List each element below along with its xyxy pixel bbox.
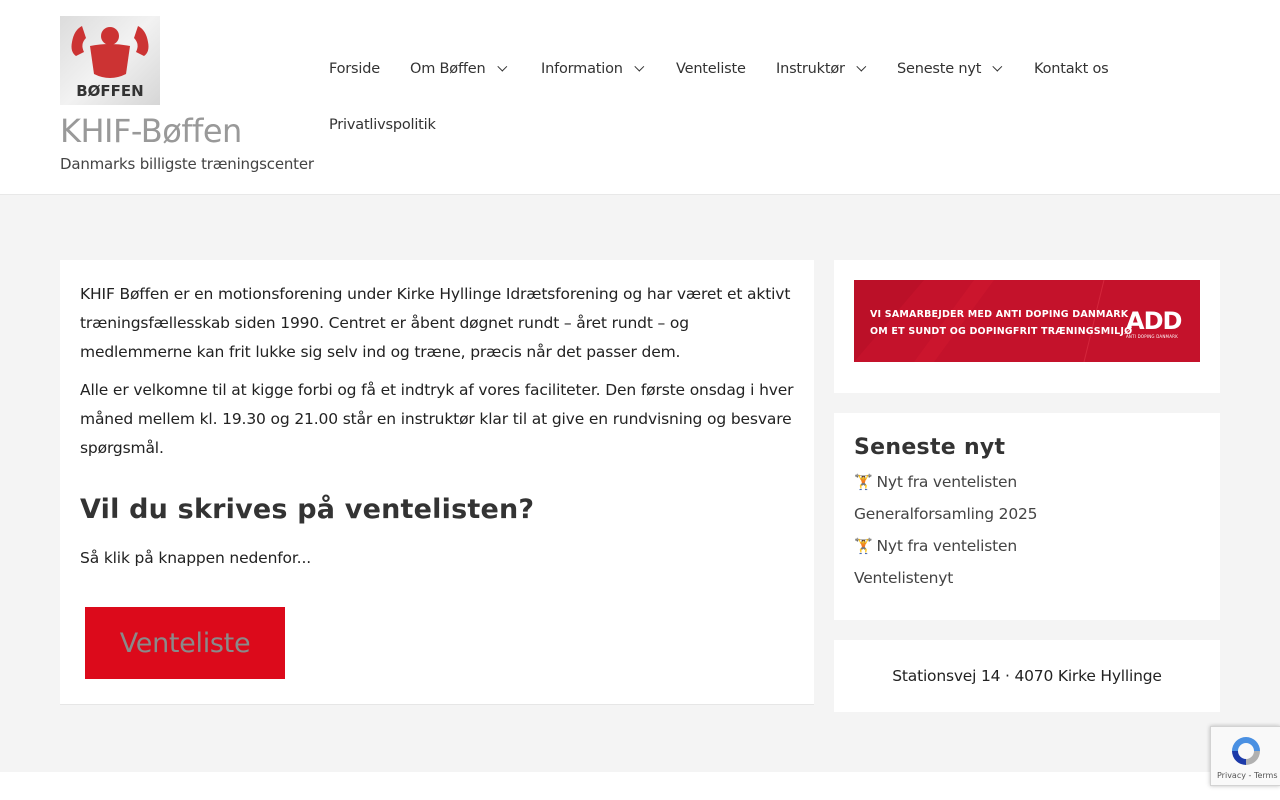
news-item-label: Nyt fra ventelisten xyxy=(876,473,1017,491)
banner-line-1: VI SAMARBEJDER MED ANTI DOPING DANMARK xyxy=(870,309,1129,320)
site-logo[interactable] xyxy=(60,16,160,105)
news-item-label: Nyt fra ventelisten xyxy=(876,537,1017,555)
nav-item-label: Forside xyxy=(329,61,380,77)
address-widget xyxy=(834,640,1220,712)
news-item[interactable] xyxy=(854,472,1200,504)
recaptcha-badge[interactable] xyxy=(1210,726,1280,786)
waitlist-lead: Så klik på knappen nedenfor... xyxy=(80,549,312,567)
nav-item-label: Information xyxy=(541,61,623,77)
news-item-label: Ventelistenyt xyxy=(854,569,954,587)
chevron-down-icon xyxy=(856,62,866,72)
svg-text:BØFFEN: BØFFEN xyxy=(76,82,144,100)
nav-item-seneste-nyt[interactable] xyxy=(897,61,998,77)
nav-item-forside[interactable] xyxy=(329,61,380,77)
visit-paragraph: Alle er velkomne til at kigge forbi og få et indtryk af vores faciliteter. Den første onsdag i hver måned mellem kl. 19.30 og 21.00 står en instruktør klar til at give en rundvisning og besvare spørgsmål. xyxy=(80,381,794,457)
nav-item-label: Seneste nyt xyxy=(897,61,982,77)
site-header xyxy=(0,0,1280,195)
news-item[interactable] xyxy=(854,568,1200,600)
nav-item-label: Privatlivspolitik xyxy=(329,117,436,133)
anti-doping-widget xyxy=(834,260,1220,393)
nav-item-label: Venteliste xyxy=(676,61,746,77)
recaptcha-icon xyxy=(1229,734,1263,768)
waitlist-heading: Vil du skrives på ventelisten? xyxy=(80,494,535,525)
add-logo: ADD xyxy=(1126,307,1182,335)
weightlifter-icon: 🏋️ xyxy=(854,537,873,555)
news-item-label: Generalforsamling 2025 xyxy=(854,505,1038,523)
nav-item-kontakt-os[interactable] xyxy=(1034,61,1109,77)
nav-item-label: Om Bøffen xyxy=(410,61,486,77)
intro-paragraph: KHIF Bøffen er en motionsforening under Kirke Hyllinge Idrætsforening og har været et aktivt træningsfællesskab siden 1990. Centret er åbent døgnet rundt – året rundt – og medlemmerne kan frit lukke sig selv ind og træne, præcis når det passer dem. xyxy=(80,285,791,361)
banner-line-2: OM ET SUNDT OG DOPINGFRIT TRÆNINGSMILJØ xyxy=(870,326,1133,337)
address-text: Stationsvej 14 · 4070 Kirke Hyllinge xyxy=(892,667,1162,685)
main-content xyxy=(60,260,814,705)
news-item[interactable] xyxy=(854,504,1200,536)
site-title[interactable]: KHIF-Bøffen xyxy=(60,112,242,150)
banner-text xyxy=(870,306,1132,340)
logo-graphic xyxy=(60,16,160,105)
news-widget xyxy=(834,413,1220,620)
nav-item-instruktor[interactable] xyxy=(776,61,862,77)
nav-item-information[interactable] xyxy=(541,61,640,77)
site-tagline: Danmarks billigste træningscenter xyxy=(60,155,314,173)
chevron-down-icon xyxy=(634,62,644,72)
chevron-down-icon xyxy=(497,62,507,72)
nav-item-venteliste[interactable] xyxy=(676,61,746,77)
news-title: Seneste nyt xyxy=(854,435,1006,460)
anti-doping-banner[interactable] xyxy=(854,280,1200,362)
venteliste-button[interactable]: Venteliste xyxy=(85,607,285,679)
news-item[interactable] xyxy=(854,536,1200,568)
recaptcha-links[interactable]: Privacy - Terms xyxy=(1217,771,1278,780)
add-logo-subtitle: ANTI DOPING DANMARK xyxy=(1126,334,1178,339)
nav-item-label: Kontakt os xyxy=(1034,61,1109,77)
nav-item-om-boffen[interactable] xyxy=(410,61,503,77)
chevron-down-icon xyxy=(993,62,1003,72)
weightlifter-icon: 🏋️ xyxy=(854,473,873,491)
nav-item-label: Instruktør xyxy=(776,61,845,77)
nav-item-privatlivspolitik[interactable] xyxy=(329,117,436,133)
site-footer xyxy=(0,772,1280,800)
